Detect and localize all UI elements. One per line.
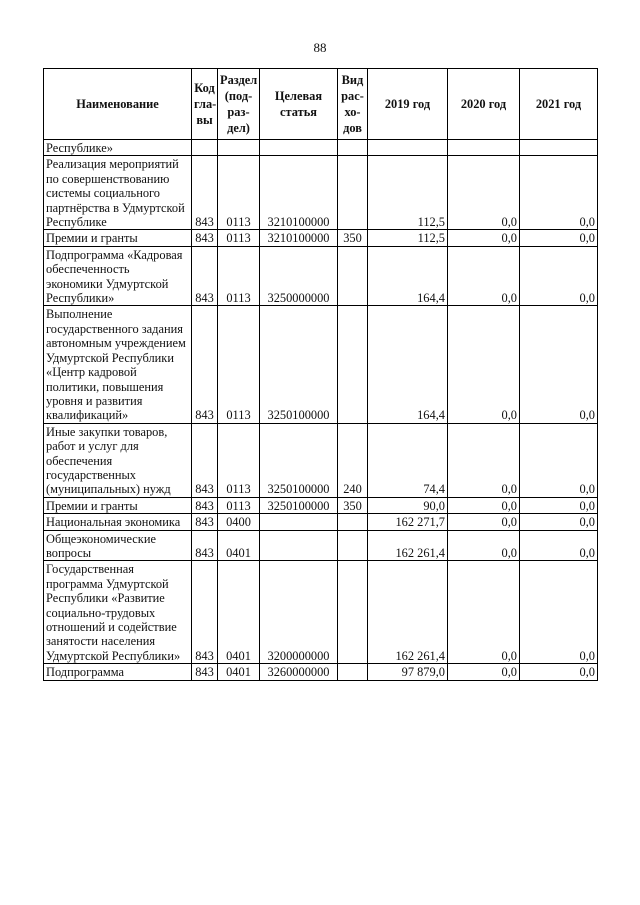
value-2019-cell: 112,5 xyxy=(368,230,448,246)
value-2021-cell: 0,0 xyxy=(520,497,598,513)
chapter-code-cell: 843 xyxy=(192,156,218,230)
chapter-code-cell: 843 xyxy=(192,306,218,423)
chapter-code-cell: 843 xyxy=(192,514,218,530)
value-2019-cell: 162 261,4 xyxy=(368,530,448,561)
value-2021-cell xyxy=(520,140,598,156)
value-2021-cell: 0,0 xyxy=(520,156,598,230)
table-row xyxy=(44,306,598,423)
row-name-cell: Выполнение государственного задания автономным учреждением Удмуртской Республики «Центр кадровой политики, повышения уровня и развития квалификаций» xyxy=(44,306,192,423)
section-code-cell: 0113 xyxy=(218,246,260,306)
table-row xyxy=(44,497,598,513)
value-2020-cell xyxy=(448,140,520,156)
value-2021-cell: 0,0 xyxy=(520,306,598,423)
section-code-cell xyxy=(218,140,260,156)
value-2020-cell: 0,0 xyxy=(448,246,520,306)
section-code-cell: 0401 xyxy=(218,561,260,664)
expense-type-cell xyxy=(338,530,368,561)
value-2019-cell: 112,5 xyxy=(368,156,448,230)
chapter-code-cell: 843 xyxy=(192,497,218,513)
header-chapter-code: Код гла- вы xyxy=(192,69,218,140)
table-row xyxy=(44,530,598,561)
target-article-cell: 3250100000 xyxy=(260,497,338,513)
value-2021-cell: 0,0 xyxy=(520,246,598,306)
table-row xyxy=(44,423,598,497)
section-code-cell: 0113 xyxy=(218,306,260,423)
value-2021-cell: 0,0 xyxy=(520,230,598,246)
row-name-cell: Подпрограмма «Кадровая обеспеченность экономики Удмуртской Республики» xyxy=(44,246,192,306)
row-name-cell: Подпрограмма xyxy=(44,664,192,680)
value-2021-cell: 0,0 xyxy=(520,664,598,680)
table-row xyxy=(44,246,598,306)
header-2019: 2019 год xyxy=(368,69,448,140)
expense-type-cell xyxy=(338,156,368,230)
header-2021: 2021 год xyxy=(520,69,598,140)
budget-table xyxy=(43,68,598,681)
target-article-cell xyxy=(260,530,338,561)
chapter-code-cell: 843 xyxy=(192,530,218,561)
row-name-cell: Государственная программа Удмуртской Республики «Развитие социально-трудовых отношений и содействие занятости населения Удмуртской Республики» xyxy=(44,561,192,664)
header-2020: 2020 год xyxy=(448,69,520,140)
row-name-cell: Общеэкономические вопросы xyxy=(44,530,192,561)
value-2020-cell: 0,0 xyxy=(448,306,520,423)
chapter-code-cell: 843 xyxy=(192,423,218,497)
section-code-cell: 0401 xyxy=(218,664,260,680)
expense-type-cell: 350 xyxy=(338,230,368,246)
value-2020-cell: 0,0 xyxy=(448,664,520,680)
value-2019-cell: 162 271,7 xyxy=(368,514,448,530)
expense-type-cell xyxy=(338,561,368,664)
expense-type-cell xyxy=(338,514,368,530)
value-2020-cell: 0,0 xyxy=(448,423,520,497)
target-article-cell: 3260000000 xyxy=(260,664,338,680)
value-2021-cell: 0,0 xyxy=(520,423,598,497)
table-row xyxy=(44,140,598,156)
header-name: Наименование xyxy=(44,69,192,140)
table-row xyxy=(44,514,598,530)
value-2020-cell: 0,0 xyxy=(448,230,520,246)
page-number: 88 xyxy=(313,40,327,55)
expense-type-cell: 240 xyxy=(338,423,368,497)
value-2020-cell: 0,0 xyxy=(448,561,520,664)
section-code-cell: 0401 xyxy=(218,530,260,561)
table-row xyxy=(44,156,598,230)
value-2020-cell: 0,0 xyxy=(448,530,520,561)
target-article-cell: 3200000000 xyxy=(260,561,338,664)
value-2019-cell: 97 879,0 xyxy=(368,664,448,680)
row-name-cell: Республике» xyxy=(44,140,192,156)
value-2021-cell: 0,0 xyxy=(520,561,598,664)
section-code-cell: 0400 xyxy=(218,514,260,530)
row-name-cell: Премии и гранты xyxy=(44,230,192,246)
target-article-cell: 3210100000 xyxy=(260,156,338,230)
chapter-code-cell: 843 xyxy=(192,561,218,664)
table-row xyxy=(44,230,598,246)
section-code-cell: 0113 xyxy=(218,230,260,246)
row-name-cell: Иные закупки товаров, работ и услуг для обеспечения государственных (муниципальных) нужд xyxy=(44,423,192,497)
header-expense-type: Вид рас- хо- дов xyxy=(338,69,368,140)
row-name-cell: Национальная экономика xyxy=(44,514,192,530)
chapter-code-cell: 843 xyxy=(192,230,218,246)
chapter-code-cell xyxy=(192,140,218,156)
target-article-cell xyxy=(260,514,338,530)
value-2020-cell: 0,0 xyxy=(448,514,520,530)
value-2021-cell: 0,0 xyxy=(520,514,598,530)
target-article-cell: 3250100000 xyxy=(260,423,338,497)
section-code-cell: 0113 xyxy=(218,497,260,513)
target-article-cell: 3210100000 xyxy=(260,230,338,246)
value-2019-cell: 164,4 xyxy=(368,306,448,423)
target-article-cell xyxy=(260,140,338,156)
expense-type-cell xyxy=(338,664,368,680)
value-2020-cell: 0,0 xyxy=(448,497,520,513)
header-section: Раздел (под- раз- дел) xyxy=(218,69,260,140)
value-2019-cell: 74,4 xyxy=(368,423,448,497)
target-article-cell: 3250000000 xyxy=(260,246,338,306)
section-code-cell: 0113 xyxy=(218,423,260,497)
value-2021-cell: 0,0 xyxy=(520,530,598,561)
target-article-cell: 3250100000 xyxy=(260,306,338,423)
header-target-article: Целевая статья xyxy=(260,69,338,140)
chapter-code-cell: 843 xyxy=(192,246,218,306)
expense-type-cell xyxy=(338,140,368,156)
table-row xyxy=(44,664,598,680)
chapter-code-cell: 843 xyxy=(192,664,218,680)
value-2019-cell: 162 261,4 xyxy=(368,561,448,664)
header-row xyxy=(44,69,598,140)
value-2019-cell: 90,0 xyxy=(368,497,448,513)
section-code-cell: 0113 xyxy=(218,156,260,230)
value-2019-cell: 164,4 xyxy=(368,246,448,306)
row-name-cell: Премии и гранты xyxy=(44,497,192,513)
table-row xyxy=(44,561,598,664)
expense-type-cell xyxy=(338,246,368,306)
expense-type-cell xyxy=(338,306,368,423)
value-2019-cell xyxy=(368,140,448,156)
expense-type-cell: 350 xyxy=(338,497,368,513)
row-name-cell: Реализация мероприятий по совершенствованию системы социального партнёрства в Удмуртской Республике xyxy=(44,156,192,230)
value-2020-cell: 0,0 xyxy=(448,156,520,230)
